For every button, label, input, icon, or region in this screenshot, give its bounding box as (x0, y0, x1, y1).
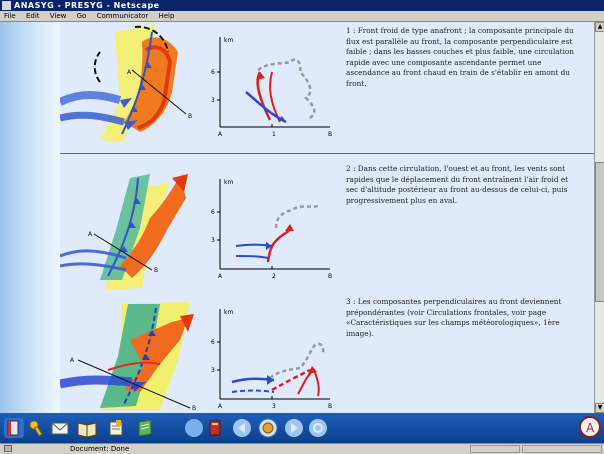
y-unit: km (224, 309, 234, 316)
x-label-mid: 1 (272, 131, 276, 138)
x-label-a: A (218, 131, 223, 138)
note-icon[interactable] (106, 418, 126, 438)
x-label-mid: 3 (272, 403, 276, 410)
cross-section-2 (210, 174, 340, 282)
bottom-toolbar (0, 413, 604, 443)
menu-view[interactable]: View (49, 12, 67, 20)
forward-icon[interactable] (284, 418, 304, 438)
frontal-map-3 (60, 300, 200, 412)
decorative-band (0, 22, 60, 413)
x-label-b: B (328, 403, 333, 410)
window-title: ANASYG - PRESYG - Netscape (14, 1, 160, 10)
status-progress (470, 445, 520, 453)
vertical-scrollbar[interactable] (594, 22, 604, 413)
y-tick-6: 6 (211, 339, 215, 346)
frontal-map-1 (60, 22, 200, 147)
menu-bar (0, 11, 604, 22)
scroll-thumb[interactable] (595, 162, 604, 302)
key-icon[interactable] (27, 418, 47, 438)
section-text-1: 1 : Front froid de type anafront ; la composante principale du flux est parallèle au front, la composante perpendiculaire est faible ; dans les basses couches et plus faible, une circulation rapide avec une composante ascendante permet une ascendance au front chaud en train de s'établir en amont du front. (346, 26, 575, 88)
y-tick-6: 6 (211, 209, 215, 216)
section-point-b: B (188, 113, 193, 120)
section-text-3: 3 : Les composantes perpendiculaires au front deviennent prépondérantes (voir Circulations frontales, voir page «Caractéristiques sur les champs météorologiques», 1ère image). (346, 297, 562, 338)
y-unit: km (224, 37, 234, 44)
frontal-map-2 (60, 168, 200, 298)
scroll-up-arrow-icon[interactable]: ▲ (595, 22, 604, 32)
section-point-a: A (70, 357, 75, 364)
section-divider (60, 153, 594, 154)
x-label-mid: 2 (272, 273, 276, 280)
svg-text:A: A (586, 421, 595, 435)
y-tick-6: 6 (211, 69, 215, 76)
y-tick-3: 3 (211, 237, 215, 244)
menu-help[interactable]: Help (158, 12, 175, 20)
status-bar (0, 443, 604, 454)
bookmark-icon[interactable] (135, 418, 155, 438)
menu-go[interactable]: Go (76, 12, 87, 20)
y-tick-3: 3 (211, 97, 215, 104)
section-point-a: A (88, 231, 93, 238)
cross-section-3 (210, 304, 340, 412)
menu-communicator[interactable]: Communicator (96, 12, 149, 20)
envelope-icon[interactable] (50, 418, 70, 438)
app-icon (2, 1, 11, 10)
help-icon[interactable] (578, 415, 602, 441)
section-point-a: A (127, 69, 132, 76)
status-text: Document: Done (70, 445, 130, 453)
reload-icon[interactable] (308, 418, 328, 438)
x-label-b: B (328, 273, 333, 280)
status-component-bar (522, 445, 602, 453)
menu-edit[interactable]: Edit (25, 12, 40, 20)
section-text-2: 2 : Dans cette circulation, l'ouest et au front, les vents sont rapides que le déplacement du front entraînent l'air froid et sec d'altitude postérieur au front au-dessus de celui-ci, puis progressivement plus en aval. (346, 164, 569, 205)
y-tick-3: 3 (211, 367, 215, 374)
book-icon[interactable] (4, 418, 24, 438)
section-point-b: B (192, 405, 197, 412)
open-book-icon[interactable] (76, 418, 96, 438)
back-icon[interactable] (232, 418, 252, 438)
menu-file[interactable]: File (4, 12, 16, 20)
scroll-down-arrow-icon[interactable]: ▼ (595, 403, 604, 413)
security-icon (4, 445, 12, 452)
x-label-a: A (218, 273, 223, 280)
x-label-b: B (328, 131, 333, 138)
page-content (0, 22, 594, 413)
home-icon[interactable] (184, 418, 204, 438)
title-bar (0, 0, 604, 11)
document-icon[interactable] (205, 418, 225, 438)
section-point-b: B (154, 267, 159, 274)
y-unit: km (224, 179, 234, 186)
cross-section-1 (210, 32, 340, 140)
x-label-a: A (218, 403, 223, 410)
globe-icon[interactable] (258, 418, 278, 438)
